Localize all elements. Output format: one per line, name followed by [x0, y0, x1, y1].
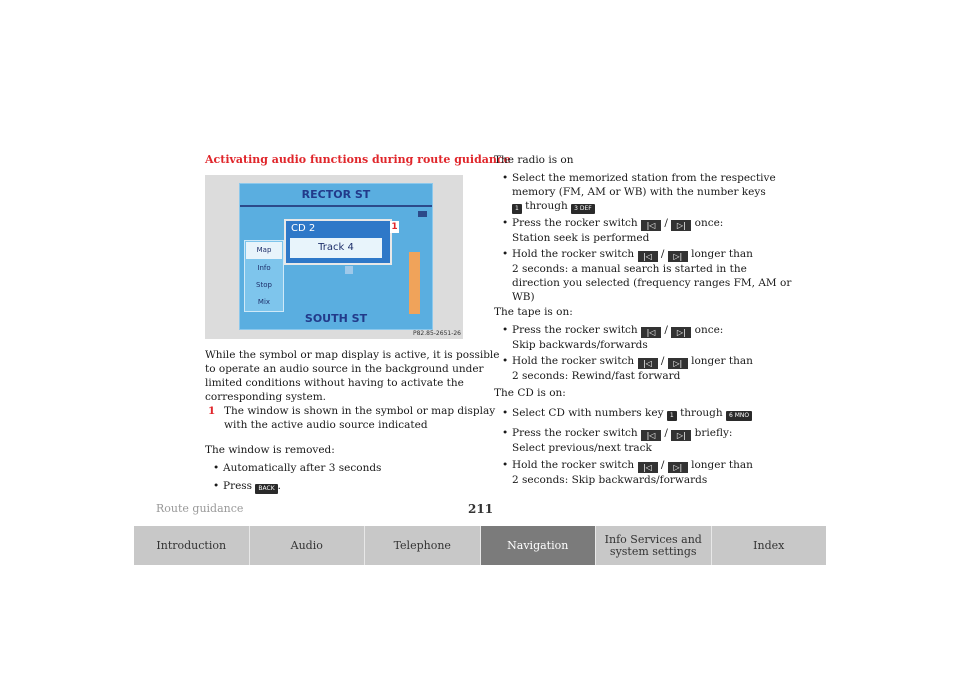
rocker-left-icon: |◁ — [641, 430, 661, 441]
text-line: The window is shown in the symbol or map display — [224, 405, 496, 417]
tape-heading: The tape is on: — [494, 306, 573, 318]
rocker-left-icon: |◁ — [641, 220, 661, 231]
rocker-left-icon: |◁ — [638, 462, 658, 473]
number-key-1-icon: 1 — [512, 204, 522, 214]
tab-index[interactable]: Index — [712, 526, 827, 565]
text-span: Hold the rocker switch — [512, 459, 635, 471]
track-label: Track 4 — [290, 238, 382, 258]
cd-label: CD 2 — [291, 223, 316, 234]
text-span: longer than — [691, 248, 753, 260]
radio-bullet-1 — [512, 171, 776, 214]
tab-introduction[interactable]: Introduction — [134, 526, 250, 565]
text-span: / — [664, 427, 668, 439]
rocker-right-icon: ▷| — [671, 327, 691, 338]
text-line: limited conditions without having to activate the — [205, 377, 464, 389]
back-key-icon: BACK — [255, 484, 277, 494]
rocker-right-icon: ▷| — [668, 462, 688, 473]
text-line: Station seek is performed — [512, 232, 650, 244]
menu-item-stop: Stop — [256, 281, 272, 289]
text-line: Select previous/next track — [512, 442, 652, 454]
radio-heading: The radio is on — [494, 154, 574, 166]
map-marker-small — [345, 266, 353, 274]
text-line: 2 seconds: Rewind/fast forward — [512, 370, 681, 382]
text-line: 2 seconds: Skip backwards/forwards — [512, 474, 708, 486]
tab-audio[interactable]: Audio — [250, 526, 366, 565]
radio-bullet-2 — [512, 216, 723, 245]
page-number: 211 — [468, 502, 494, 516]
tab-navigation[interactable]: Navigation — [481, 526, 597, 565]
display-illustration — [205, 175, 463, 339]
text-line: direction you selected (frequency ranges FM, AM or — [512, 277, 792, 289]
text-line: to operate an audio source in the background under — [205, 363, 484, 375]
intro-paragraph — [205, 348, 500, 404]
section-footer-label: Route guidance — [156, 502, 244, 515]
text-span: / — [664, 324, 668, 336]
text-span: / — [660, 248, 665, 260]
screen-menu — [244, 240, 284, 312]
text-line: 2 seconds: a manual search is started in the — [512, 263, 747, 275]
text-span: . — [277, 480, 282, 492]
bullet-press-back — [223, 479, 281, 494]
screen-status-icon — [418, 211, 427, 217]
audio-source-window — [284, 219, 392, 265]
screen-divider — [240, 205, 432, 207]
text-span: briefly: — [694, 427, 733, 439]
chapter-tabs — [134, 526, 826, 565]
bullet-auto: • Automatically after 3 seconds — [223, 461, 381, 475]
text-line: Skip backwards/forwards — [512, 339, 648, 351]
text-span: longer than — [691, 459, 753, 471]
text-span: Press the rocker switch — [512, 324, 638, 336]
text-span: once: — [694, 324, 724, 336]
tape-bullet-2 — [512, 354, 753, 383]
note-number: 1 — [208, 405, 216, 417]
text-line: WB) — [512, 291, 535, 303]
number-key-3-icon: 3 DEF — [571, 204, 595, 214]
rocker-left-icon: |◁ — [638, 251, 658, 262]
text-line: • Select the memorized station from the respective — [512, 172, 776, 184]
text-span: through — [680, 407, 723, 419]
removed-heading: The window is removed: — [205, 444, 335, 456]
menu-item-info: Info — [257, 264, 271, 272]
callout-1: 1 — [391, 222, 398, 232]
text-span: once: — [694, 217, 724, 229]
cd-bullet-3 — [512, 458, 753, 487]
tab-info-services[interactable]: Info Services and system settings — [596, 526, 712, 565]
text-span: Hold the rocker switch — [512, 355, 635, 367]
text-span: through — [525, 200, 568, 212]
rocker-left-icon: |◁ — [641, 327, 661, 338]
route-bar — [409, 252, 420, 314]
text-span: Press — [223, 480, 253, 492]
cd-bullet-1 — [512, 406, 752, 421]
note-1 — [208, 404, 496, 432]
menu-item-mix: Mix — [257, 298, 271, 306]
number-key-6-icon: 6 MNO — [726, 411, 752, 421]
cd-bullet-2 — [512, 426, 732, 455]
text-span: Press the rocker switch — [512, 427, 638, 439]
screen-street-title: RECTOR ST — [301, 188, 371, 201]
screen-street-bottom: SOUTH ST — [304, 312, 368, 325]
text-line: with the active audio source indicated — [224, 419, 428, 431]
rocker-right-icon: ▷| — [668, 251, 688, 262]
number-key-1-icon: 1 — [667, 411, 677, 421]
menu-item-map: Map — [246, 242, 282, 259]
tab-telephone[interactable]: Telephone — [365, 526, 481, 565]
cd-heading: The CD is on: — [494, 387, 566, 399]
image-caption: P82.85-2651-26 — [412, 330, 461, 337]
text-span: / — [660, 355, 665, 367]
text-span: Press the rocker switch — [512, 217, 638, 229]
rocker-right-icon: ▷| — [671, 430, 691, 441]
rocker-right-icon: ▷| — [668, 358, 688, 369]
tape-bullet-1 — [512, 323, 723, 352]
rocker-left-icon: |◁ — [638, 358, 658, 369]
nav-screen — [239, 183, 433, 330]
rocker-right-icon: ▷| — [671, 220, 691, 231]
text-line: While the symbol or map display is active, it is possible — [205, 349, 500, 361]
text-span: Hold the rocker switch — [512, 248, 635, 260]
text-span: / — [660, 459, 665, 471]
text-line: corresponding system. — [205, 391, 326, 403]
text-line: memory (FM, AM or WB) with the number keys — [512, 186, 766, 198]
text-span: Select CD with numbers key — [512, 407, 664, 419]
section-heading: Activating audio functions during route guidance — [205, 153, 511, 166]
text-span: / — [664, 217, 668, 229]
text-span: longer than — [691, 355, 753, 367]
radio-bullet-3 — [512, 247, 791, 304]
